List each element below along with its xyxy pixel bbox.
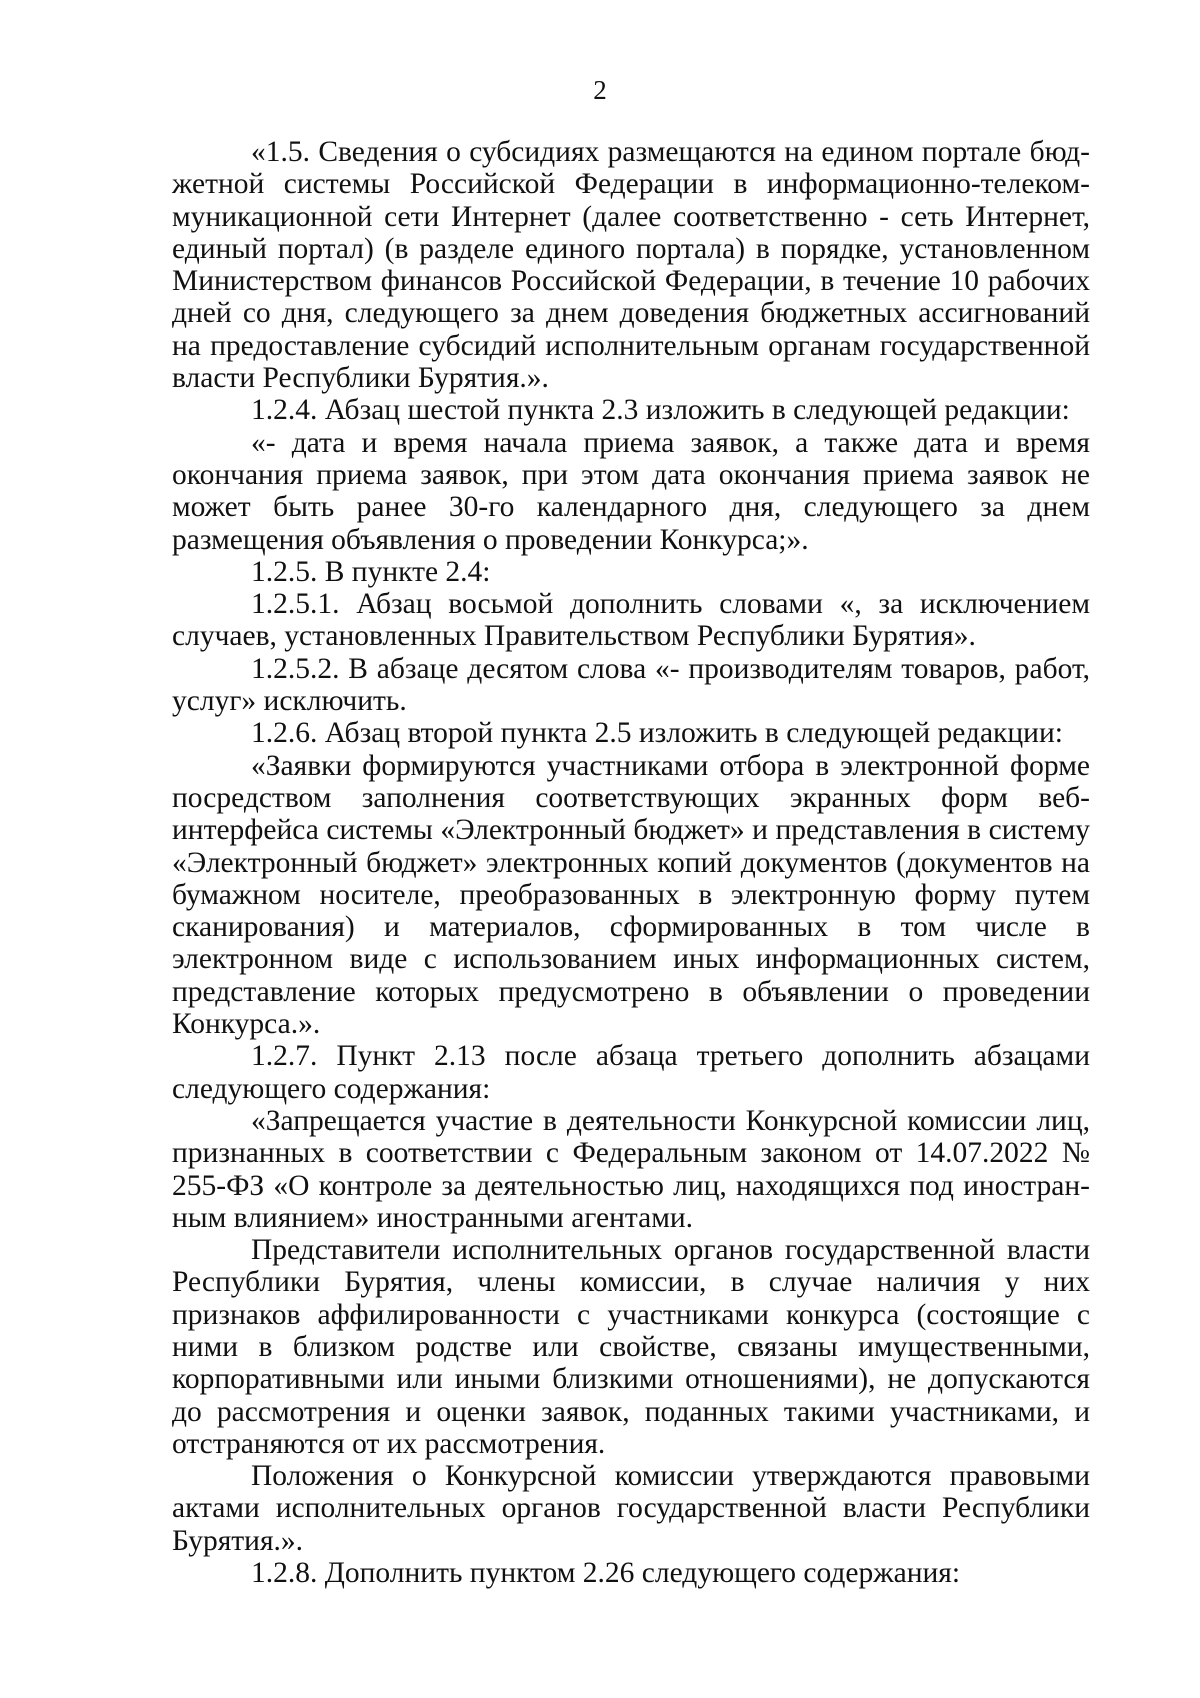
page-number: 2 xyxy=(593,75,607,105)
paragraph-1-2-7-text-3: Положения о Конкурсной комиссии утверждаются правовыми актами исполнительных органов государственной власти Республики Бурятия.». xyxy=(172,1460,1090,1557)
document-body xyxy=(172,136,1090,1589)
paragraph-1-2-7: 1.2.7. Пункт 2.13 после абзаца третьего дополнить абзацами следующего содержания: xyxy=(172,1040,1090,1105)
paragraph-1-2-8: 1.2.8. Дополнить пунктом 2.26 следующего содержания: xyxy=(251,1557,961,1590)
paragraph-1-2-4: 1.2.4. Абзац шестой пункта 2.3 изложить в следующей редакции: xyxy=(251,394,1070,427)
paragraph-1-2-5-1: 1.2.5.1. Абзац восьмой дополнить словами «, за исключением случаев, установленных Правительством Республики Бурятия». xyxy=(172,588,1090,653)
paragraph-1-2-6-text: «Заявки формируются участниками отбора в электронной форме посредством заполнения соответствующих экранных форм веб-интерфейса системы «Электронный бюджет» и представления в систему «Электронный бюджет» электронных копий документов (документов на бумажном носителе, преобразованных в электронную форму путем сканирования) и материалов, сформированных в том числе в электронном виде с использованием иных информационных систем, представление которых предусмотрено в объявлении о проведении Конкурса.». xyxy=(172,749,1090,1041)
paragraph-1-2-5-2: 1.2.5.2. В абзаце десятом слова «- производителям товаров, работ, услуг» исключить. xyxy=(172,652,1090,718)
paragraph-1-2-4-text: «- дата и время начала приема заявок, а также дата и время окончания приема заявок, при этом дата окончания приема заявок не может быть ранее 30-го календарного дня, следующего за днем размещения объявления о проведении Конкурса;». xyxy=(172,426,1090,556)
paragraph-1-2-5: 1.2.5. В пункте 2.4: xyxy=(251,555,491,588)
paragraph-1-5: «1.5. Сведения о субсидиях размещаются на едином портале бюджетной системы Российской Федерации в информационно-телекоммуникационной сети Интернет (далее соответственно - сеть Интернет, единый портал) (в разделе единого портала) в порядке, установленном Министерством финансов Российской Федерации, в течение 10 рабочих дней со дня, следующего за днем доведения бюджетных ассигнований на предоставление субсидий исполнительным органам государственной власти Республики Бурятия.». xyxy=(172,136,1090,395)
paragraph-1-2-7-text-1: «Запрещается участие в деятельности Конкурсной комиссии лиц, признанных в соответствии с Федеральным законом от 14.07.2022 № 255-ФЗ «О контроле за деятельностью лиц, находящихся под иностранным влиянием» иностранными агентами. xyxy=(172,1104,1090,1234)
paragraph-1-2-6: 1.2.6. Абзац второй пункта 2.5 изложить в следующей редакции: xyxy=(251,717,1063,750)
paragraph-1-2-7-text-2: Представители исполнительных органов государственной власти Республики Бурятия, члены комиссии, в случае наличия у них признаков аффилированности с участниками конкурса (состоящие с ними в близком родстве или свойстве, связаны имущественными, корпоративными или иными близкими отношениями), не допускаются до рассмотрения и оценки заявок, поданных такими участниками, и отстраняются от их рассмотрения. xyxy=(172,1234,1090,1460)
